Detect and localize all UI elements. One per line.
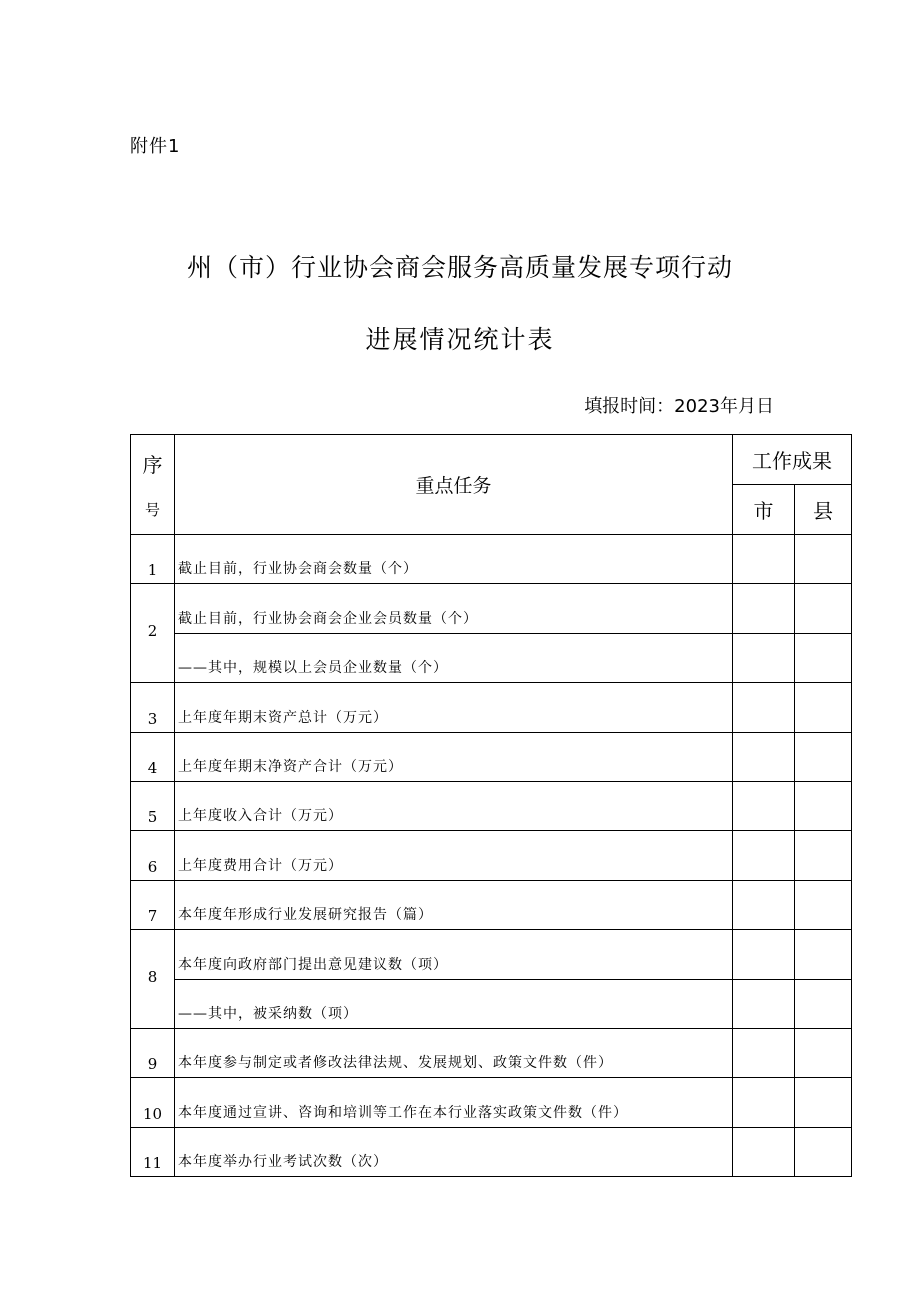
row-task: 本年度向政府部门提出意见建议数（项） xyxy=(175,930,733,979)
county-value-cell[interactable] xyxy=(795,535,852,584)
row-task: 上年度费用合计（万元） xyxy=(175,831,733,880)
header-task: 重点任务 xyxy=(175,435,733,535)
table-row xyxy=(131,584,852,633)
row-task: 本年度参与制定或者修改法律法规、发展规划、政策文件数（件） xyxy=(175,1028,733,1077)
county-value-cell[interactable] xyxy=(795,633,852,682)
city-value-cell[interactable] xyxy=(733,732,795,781)
county-value-cell[interactable] xyxy=(795,781,852,830)
county-value-cell[interactable] xyxy=(795,979,852,1028)
county-value-cell[interactable] xyxy=(795,930,852,979)
county-value-cell[interactable] xyxy=(795,880,852,929)
table-row xyxy=(131,732,852,781)
header-seq xyxy=(131,435,175,535)
header-seq-part1: 序 xyxy=(142,453,163,477)
table-row xyxy=(131,535,852,584)
row-task: 截止目前，行业协会商会数量（个） xyxy=(175,535,733,584)
county-value-cell[interactable] xyxy=(795,1078,852,1127)
city-value-cell[interactable] xyxy=(733,535,795,584)
row-number: 9 xyxy=(131,1028,175,1077)
document-title-line2: 进展情况统计表 xyxy=(365,325,555,354)
county-value-cell[interactable] xyxy=(795,584,852,633)
row-task: ——其中，规模以上会员企业数量（个） xyxy=(175,633,733,682)
row-number: 7 xyxy=(131,880,175,929)
city-value-cell[interactable] xyxy=(733,1127,795,1176)
row-number: 2 xyxy=(131,584,175,683)
city-value-cell[interactable] xyxy=(733,1078,795,1127)
attachment-label: 附件1 xyxy=(130,136,181,157)
row-task: 上年度年期末资产总计（万元） xyxy=(175,683,733,732)
row-task: 本年度年形成行业发展研究报告（篇） xyxy=(175,880,733,929)
row-task: 上年度收入合计（万元） xyxy=(175,781,733,830)
city-value-cell[interactable] xyxy=(733,781,795,830)
table-row xyxy=(131,1127,852,1176)
statistics-table xyxy=(130,434,852,1177)
city-value-cell[interactable] xyxy=(733,584,795,633)
document-title-line1: 州（市）行业协会商会服务高质量发展专项行动 xyxy=(186,253,733,282)
row-number: 11 xyxy=(131,1127,175,1176)
row-task: 本年度通过宣讲、咨询和培训等工作在本行业落实政策文件数（件） xyxy=(175,1078,733,1127)
table-row xyxy=(131,633,852,682)
county-value-cell[interactable] xyxy=(795,1028,852,1077)
county-value-cell[interactable] xyxy=(795,732,852,781)
city-value-cell[interactable] xyxy=(733,683,795,732)
row-task: 上年度年期末净资产合计（万元） xyxy=(175,732,733,781)
fill-time: 填报时间：2023年月日 xyxy=(584,396,774,417)
row-number: 8 xyxy=(131,930,175,1029)
table-row xyxy=(131,930,852,979)
table-row xyxy=(131,683,852,732)
county-value-cell[interactable] xyxy=(795,831,852,880)
row-number: 10 xyxy=(131,1078,175,1127)
row-number: 5 xyxy=(131,781,175,830)
table-row xyxy=(131,831,852,880)
table-row xyxy=(131,781,852,830)
header-seq-part2: 号 xyxy=(144,501,160,519)
county-value-cell[interactable] xyxy=(795,1127,852,1176)
table-row xyxy=(131,880,852,929)
city-value-cell[interactable] xyxy=(733,979,795,1028)
row-number: 1 xyxy=(131,535,175,584)
row-task: 截止目前，行业协会商会企业会员数量（个） xyxy=(175,584,733,633)
table-row xyxy=(131,1028,852,1077)
county-value-cell[interactable] xyxy=(795,683,852,732)
table-row xyxy=(131,979,852,1028)
city-value-cell[interactable] xyxy=(733,1028,795,1077)
city-value-cell[interactable] xyxy=(733,633,795,682)
table-row xyxy=(131,1078,852,1127)
city-value-cell[interactable] xyxy=(733,880,795,929)
header-county: 县 xyxy=(795,485,852,535)
row-task: ——其中，被采纳数（项） xyxy=(175,979,733,1028)
row-number: 4 xyxy=(131,732,175,781)
header-work-result: 工作成果 xyxy=(733,435,852,485)
row-number: 6 xyxy=(131,831,175,880)
city-value-cell[interactable] xyxy=(733,930,795,979)
city-value-cell[interactable] xyxy=(733,831,795,880)
row-number: 3 xyxy=(131,683,175,732)
header-city: 市 xyxy=(733,485,795,535)
row-task: 本年度举办行业考试次数（次） xyxy=(175,1127,733,1176)
